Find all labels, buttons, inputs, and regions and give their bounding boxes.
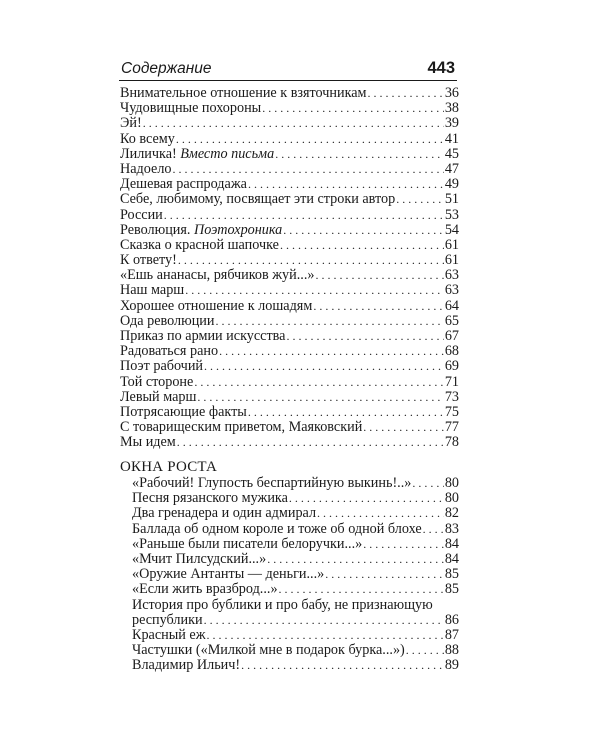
dot-leader — [204, 613, 444, 628]
toc-entry-page: 61 — [444, 236, 459, 253]
toc-entry — [120, 116, 459, 131]
dot-leader — [177, 435, 444, 450]
toc-entry-page: 61 — [444, 252, 459, 269]
toc-entry-title-text: Песня рязанского мужика — [132, 490, 288, 507]
toc-entry-title-text: Чудовищные похороны — [120, 100, 262, 117]
toc-entry — [120, 522, 459, 537]
toc-entry-title-text: «Рабочий! Глупость беспартийную выкинь!..» — [132, 475, 412, 491]
toc-entry-subtitle: Вместо письма — [180, 145, 275, 162]
toc-entry-title-text: Ода революции — [120, 312, 215, 329]
dot-leader — [279, 582, 444, 597]
toc-entry-title-text: Частушки («Милкой мне в подарок бурка...») — [132, 642, 405, 659]
dot-leader — [164, 208, 444, 223]
running-title: Содержание — [121, 60, 212, 77]
toc-entry-title — [132, 537, 362, 552]
toc-entry — [120, 177, 459, 192]
toc-entry-title — [120, 238, 279, 253]
dot-leader — [315, 268, 443, 283]
dot-leader — [317, 506, 444, 521]
section-entries — [120, 476, 459, 673]
toc-entry-page: 39 — [444, 115, 459, 132]
toc-entry-title — [120, 375, 193, 390]
toc-entry-title-text: Владимир Ильич! — [132, 657, 241, 674]
toc-entry-page: 51 — [444, 191, 459, 208]
dot-leader — [275, 147, 444, 162]
toc-entry — [120, 567, 459, 582]
dot-leader — [219, 344, 444, 359]
toc-entry-page: 80 — [444, 490, 459, 507]
toc-entry-title-text: России — [120, 206, 163, 223]
toc-entry — [120, 537, 459, 552]
toc-entry-title — [120, 116, 142, 131]
toc-entry-title — [120, 132, 175, 147]
toc-entry-page: 86 — [444, 611, 459, 628]
toc-entry-title-text: Внимательное отношение к взяточникам — [120, 85, 367, 101]
toc-entry-page: 71 — [444, 373, 459, 390]
toc-entry — [120, 329, 459, 344]
toc-entry-title — [120, 208, 163, 223]
toc-entry — [120, 132, 459, 147]
dot-leader — [412, 476, 443, 491]
toc-entry-page: 65 — [444, 312, 459, 329]
toc-entry-title-text: Надоело — [120, 160, 172, 177]
dot-leader — [176, 132, 444, 147]
toc-entry — [120, 613, 459, 628]
toc-entry-title — [120, 101, 261, 116]
dot-leader — [241, 658, 444, 673]
toc-entry — [120, 506, 459, 521]
toc-entry — [120, 223, 459, 238]
toc-entry-page: 85 — [444, 581, 459, 598]
toc-entry — [120, 643, 459, 658]
toc-entry-page: 89 — [444, 657, 459, 674]
toc-entry-page: 84 — [444, 550, 459, 567]
toc-entry — [120, 628, 459, 643]
toc-entry-page: 77 — [444, 419, 459, 436]
toc-entry-title — [132, 522, 422, 537]
toc-entry-title — [120, 420, 362, 435]
toc-entry-title-text: Себе, любимому, посвящает эти строки автор — [120, 191, 396, 208]
dot-leader — [194, 375, 443, 390]
toc-entry-title — [120, 86, 367, 101]
toc-entry — [120, 192, 459, 207]
toc-entry-title-text: Красный еж — [132, 626, 206, 643]
dot-leader — [178, 253, 444, 268]
toc-entry-title-text: «Ешь ананасы, рябчиков жуй...» — [120, 267, 315, 284]
dot-leader — [283, 223, 444, 238]
toc-entry-title — [132, 506, 316, 521]
toc-entry — [120, 147, 459, 162]
dot-leader — [185, 283, 444, 298]
toc-entry-title — [132, 476, 411, 491]
page-number: 443 — [427, 59, 455, 77]
toc-entry-title — [132, 552, 266, 567]
toc-entry-title-text: С товарищеским приветом, Маяковский — [120, 419, 363, 436]
toc-entry-title — [120, 147, 274, 162]
toc-entry-title — [120, 329, 285, 344]
toc-entry — [120, 552, 459, 567]
toc-entry-page: 84 — [444, 535, 459, 552]
toc-entry-page: 64 — [444, 297, 459, 314]
toc-entry-title — [132, 628, 206, 643]
toc-entry — [120, 344, 459, 359]
toc-entry-page: 49 — [444, 176, 459, 193]
toc-entry — [120, 299, 459, 314]
toc-entry — [120, 390, 459, 405]
dot-leader — [363, 420, 444, 435]
dot-leader — [267, 552, 444, 567]
toc-entry — [120, 283, 459, 298]
toc-entry — [120, 101, 459, 116]
toc-entry-title-text: «Если жить вразброд...» — [132, 581, 278, 598]
toc-entry-title — [132, 598, 433, 613]
toc-entry — [120, 375, 459, 390]
toc-entry-page: 36 — [444, 85, 459, 101]
dot-leader — [204, 359, 444, 374]
toc-entry-title-text: Два гренадера и один адмирал — [132, 505, 317, 522]
toc-entry-page: 69 — [444, 358, 459, 375]
toc-entry-title-text: Дешевая распродажа — [120, 176, 247, 193]
toc-entry-title — [120, 359, 203, 374]
dot-leader — [248, 405, 444, 420]
toc-entry-page: 67 — [444, 328, 459, 344]
toc-entry — [120, 359, 459, 374]
dot-leader — [286, 329, 443, 344]
dot-leader — [313, 299, 444, 314]
dot-leader — [368, 86, 444, 101]
toc-entry-page: 88 — [444, 642, 459, 659]
toc-entry-title-text: Наш марш — [120, 282, 185, 299]
dot-leader — [363, 537, 444, 552]
toc-entry-title — [120, 253, 177, 268]
dot-leader — [406, 643, 444, 658]
toc-entry-title — [132, 658, 240, 673]
toc-entry-title-text: Радоваться рано — [120, 343, 219, 360]
toc-entry-title — [132, 582, 278, 597]
toc-entry-title — [120, 344, 218, 359]
dot-leader — [173, 162, 444, 177]
toc-entry — [120, 162, 459, 177]
toc-entry-page: 80 — [444, 475, 459, 491]
toc-entry — [120, 314, 459, 329]
dot-leader — [289, 491, 444, 506]
toc-entry — [120, 238, 459, 253]
table-of-contents — [120, 86, 459, 451]
toc-entry — [120, 491, 459, 506]
dot-leader — [197, 390, 443, 405]
toc-entry-title-text: «Раньше были писатели белоручки...» — [132, 535, 363, 552]
dot-leader — [423, 522, 444, 537]
toc-entry — [120, 420, 459, 435]
toc-entry-title-text: Эй! — [120, 115, 142, 132]
toc-entry — [120, 86, 459, 101]
dot-leader — [207, 628, 444, 643]
toc-entry-page: 87 — [444, 626, 459, 643]
toc-entry-title-text: Левый марш — [120, 388, 197, 405]
toc-entry-title — [132, 567, 324, 582]
toc-entry-title — [120, 314, 214, 329]
dot-leader — [262, 101, 444, 116]
toc-entry-title — [120, 283, 184, 298]
toc-entry-title-text: Мы идем — [120, 434, 176, 451]
toc-entry-title — [120, 192, 395, 207]
toc-entry-title — [120, 435, 176, 450]
running-head — [119, 58, 457, 81]
toc-entry-title-text: К ответу! — [120, 252, 177, 269]
toc-entry-title-text: Сказка о красной шапочке — [120, 236, 279, 253]
toc-entry-page: 47 — [444, 160, 459, 177]
toc-entry-title — [120, 299, 312, 314]
toc-entry-page: 38 — [444, 100, 459, 117]
toc-entry — [120, 405, 459, 420]
toc-entry-title-text: Потрясающие факты — [120, 403, 247, 420]
toc-entry-page: 63 — [444, 267, 459, 284]
toc-entry — [120, 658, 459, 673]
dot-leader — [143, 116, 444, 131]
dot-leader — [248, 177, 444, 192]
dot-leader — [325, 567, 444, 582]
toc-entry-title — [132, 643, 405, 658]
section-title: ОКНА РОСТА — [120, 459, 218, 475]
toc-entry-title-text: Революция. — [120, 221, 191, 238]
toc-entry-page: 83 — [444, 520, 459, 537]
toc-entry-page: 78 — [444, 434, 459, 451]
toc-entry-page: 45 — [444, 145, 459, 162]
dot-leader — [280, 238, 444, 253]
toc-entry-title — [132, 613, 203, 628]
toc-entry-title-text: Лиличка! — [120, 145, 177, 162]
toc-entry-title — [120, 177, 247, 192]
toc-entry-title — [120, 405, 247, 420]
toc-entry — [120, 435, 459, 450]
toc-entry-page: 41 — [444, 130, 459, 147]
toc-entry-title-text: «Мчит Пилсудский...» — [132, 550, 267, 567]
toc-entry-title-text: История про бублики и про бабу, не признающую — [132, 596, 433, 613]
toc-entry-page: 53 — [444, 206, 459, 223]
toc-entry-title-text: Приказ по армии искусства — [120, 328, 286, 344]
toc-entry-page: 85 — [444, 566, 459, 583]
toc-entry — [120, 208, 459, 223]
toc-entry-page: 82 — [444, 505, 459, 522]
toc-entry-page: 63 — [444, 282, 459, 299]
dot-leader — [215, 314, 443, 329]
toc-entry — [120, 582, 459, 597]
toc-entry-title — [132, 491, 288, 506]
toc-entry-title-text: Баллада об одном короле и тоже об одной блохе — [132, 520, 422, 537]
toc-entry — [120, 598, 459, 613]
toc-entry-subtitle: Поэтохроника — [194, 221, 283, 238]
toc-entry-title-text: Ко всему — [120, 130, 175, 147]
toc-entry-title-text: Поэт рабочий — [120, 358, 204, 375]
toc-entry-page: 73 — [444, 388, 459, 405]
toc-entry-title — [120, 162, 172, 177]
toc-entry-title — [120, 268, 314, 283]
dot-leader — [396, 192, 444, 207]
toc-entry-title-text: Той стороне — [120, 373, 194, 390]
toc-entry-page: 68 — [444, 343, 459, 360]
toc-entry-title — [120, 223, 282, 238]
toc-entry-title-text: Хорошее отношение к лошадям — [120, 297, 313, 314]
toc-entry-title-text: «Оружие Антанты — деньги...» — [132, 566, 325, 583]
toc-entry-title — [120, 390, 196, 405]
toc-entry — [120, 253, 459, 268]
toc-entry — [120, 268, 459, 283]
toc-entry-page: 54 — [444, 221, 459, 238]
toc-entry-title-text: республики — [132, 611, 203, 628]
toc-entry-page: 75 — [444, 403, 459, 420]
toc-entry — [120, 476, 459, 491]
